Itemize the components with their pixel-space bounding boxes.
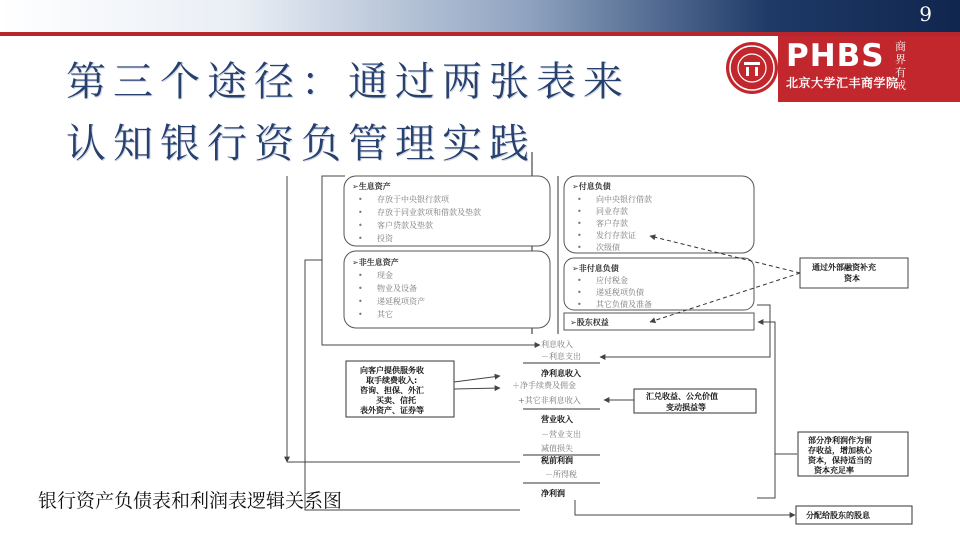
slide-title-line-1: 第三个途径：通过两张表来 [66,59,630,105]
noninterest-liability-item: 其它负债及准备 [596,300,652,309]
earning-asset-item: 存放于同业款项和借款及垫款 [377,208,481,217]
noninterest-liability-bullet: • [577,288,582,297]
net-interest-income-label: 净利息收入 [541,369,581,378]
nonearning-asset-item: 现金 [377,271,393,280]
interest-liability-bullet: • [577,219,582,228]
retained-line: 存收益，增加核心 [808,446,872,455]
interest-liability-item: 次级债 [596,243,620,252]
earning-asset-item: 投资 [377,234,393,243]
earning-assets-header: ➢生息资产 [352,182,391,191]
interest-liability-bullet: • [577,207,582,216]
external-capital-line-1: 通过外部融资补充 [812,263,876,272]
equity-label: ➢股东权益 [570,318,609,327]
noninterest-liability-item: 递延税项负债 [596,288,644,297]
earning-asset-bullet: • [358,208,363,217]
earning-asset-bullet: • [358,221,363,230]
nonearning-asset-item: 其它 [377,310,393,319]
interest-liability-item: 发行存款证 [596,231,636,240]
services-line: 买卖、信托 [376,396,416,405]
noninterest-liability-bullet: • [577,276,582,285]
net-profit-to-dividend-line [575,500,795,515]
services-arrow [454,388,500,389]
nonearning-asset-bullet: • [358,284,363,293]
services-line: 向客户提供服务收 [360,366,424,375]
noninterest-liability-item: 应付税金 [596,276,628,285]
interest-liability-item: 同业存款 [596,207,628,216]
interest-liability-item: 向中央银行借款 [596,195,652,204]
nonearning-asset-item: 物业及设备 [377,284,417,293]
dividend-label: 分配给股东的股息 [806,511,870,520]
interest-liabilities-header: ➢付息负债 [572,182,611,191]
nonearning-asset-bullet: • [358,297,363,306]
services-line: 取手续费收入: [366,376,418,385]
net-profit-label: 净利润 [541,489,565,498]
logo-motto: 商界有戒 [895,40,906,92]
retained-line: 资本充足率 [814,466,854,475]
earning-asset-item: 客户贷款及垫款 [377,221,433,230]
nonearning-asset-bullet: • [358,271,363,280]
operating-expense-label: －营业支出 [541,430,581,439]
diagram-caption: 银行资产负债表和利润表逻辑关系图 [38,490,343,512]
interest-liability-bullet: • [577,243,582,252]
page-number: 9 [919,2,932,26]
retained-line: 部分净利润作为留 [808,436,872,445]
nonearning-asset-bullet: • [358,310,363,319]
logo-phbs-text: PHBS [786,38,885,74]
earning-asset-bullet: • [358,234,363,243]
retained-to-equity-line [757,322,775,498]
noninterest-liabilities-header: ➢非付息负债 [572,264,619,273]
external-capital-line-2: 资本 [844,274,860,283]
services-line: 表外资产、证券等 [360,406,424,415]
services-arrow [454,376,500,382]
fee-income-label: ＋净手续费及佣金 [512,381,576,390]
interest-liability-item: 客户存款 [596,219,628,228]
interest-liability-bullet: • [577,231,582,240]
fair-value-line: 汇兑收益、公允价值 [646,392,718,401]
logo-subtitle: 北京大学汇丰商学院 [786,76,899,90]
pretax-profit-label: 税前利润 [541,456,573,465]
tax-label: －所得税 [545,470,577,479]
nonearning-assets-header: ➢非生息资产 [352,258,399,267]
impairment-label: 减值损失 [541,444,573,453]
noninterest-liability-bullet: • [577,300,582,309]
other-noninterest-label: +其它非利息收入 [518,396,581,405]
slide-title-line-2: 认知银行资负管理实践 [66,121,536,167]
services-line: 咨询、担保、外汇 [360,386,424,395]
nonearning-asset-item: 递延税项资产 [377,297,425,306]
earning-asset-bullet: • [358,195,363,204]
earning-asset-item: 存放于中央银行款项 [377,195,449,204]
interest-income-label: 利息收入 [541,340,573,349]
interest-expense-label: －利息支出 [541,352,581,361]
interest-liability-bullet: • [577,195,582,204]
fair-value-line: 变动损益等 [666,403,706,412]
retained-line: 资本，保持适当的 [808,456,872,465]
operating-income-label: 营业收入 [541,415,573,424]
